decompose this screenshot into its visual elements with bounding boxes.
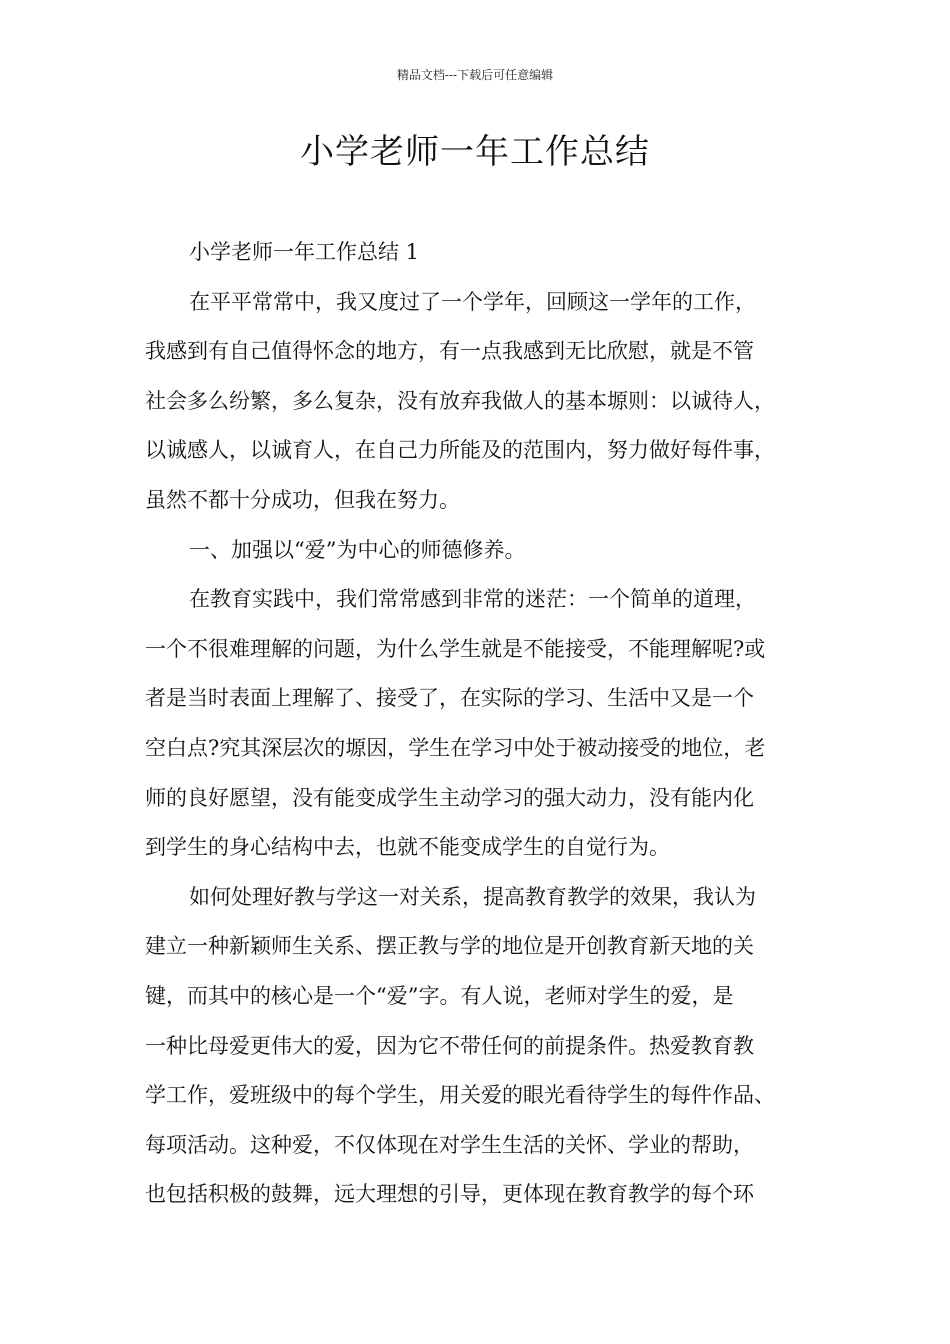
body-line: 如何处理好教与学这一对关系，提高教育教学的效果，我认为 (189, 884, 756, 909)
body-line: 空白点?究其深层次的塬因，学生在学习中处于被动接受的地位，老 (145, 735, 766, 760)
body-line: 在教育实践中，我们常常感到非常的迷茫：一个简单的道理， (189, 587, 756, 612)
body-line: 小学老师一年工作总结 1 (189, 240, 420, 264)
body-line: 者是当时表面上理解了、接受了，在实际的学习、生活中又是一个 (145, 686, 754, 711)
document-body (145, 228, 825, 1220)
body-line: 建立一种新颖师生关系、摆正教与学的地位是开创教育新天地的关 (145, 934, 754, 959)
body-line: 虽然不都十分成功，但我在努力。 (145, 487, 460, 512)
body-line: 学工作，爱班级中的每个学生，用关爱的眼光看待学生的每件作品、 (145, 1083, 775, 1108)
header-note: 精品文档---下载后可任意编辑 (396, 68, 554, 82)
body-line: 我感到有自己值得怀念的地方，有一点我感到无比欣慰，就是不管 (145, 339, 754, 364)
body-line: 一种比母爱更伟大的爱，因为它不带任何的前提条件。热爱教育教 (145, 1033, 754, 1058)
body-line: 在平平常常中，我又度过了一个学年，回顾这一学年的工作， (189, 289, 756, 314)
body-line: 师的良好愿望，没有能变成学生主动学习的强大动力，没有能内化 (145, 785, 754, 810)
body-line: 以诚感人，以诚育人，在自己力所能及的范围内，努力做好每件事， (145, 438, 775, 463)
body-line: 一个不很难理解的问题，为什么学生就是不能接受，不能理解呢?或 (145, 636, 766, 661)
body-line: 每项活动。这种爱，不仅体现在对学生生活的关怀、学业的帮助， (145, 1132, 754, 1157)
body-line: 键，而其中的核心是一个“爱”字。有人说，老师对学生的爱，是 (145, 983, 734, 1008)
body-line: 社会多么纷繁，多么复杂，没有放弃我做人的基本塬则：以诚待人， (145, 388, 775, 413)
document-title: 小学老师一年工作总结 (300, 132, 650, 172)
body-line: 也包括积极的鼓舞，远大理想的引导，更体现在教育教学的每个环 (145, 1182, 754, 1207)
body-line: 一、加强以“爱”为中心的师德修养。 (189, 537, 526, 562)
body-line: 到学生的身心结构中去，也就不能变成学生的自觉行为。 (145, 835, 670, 860)
